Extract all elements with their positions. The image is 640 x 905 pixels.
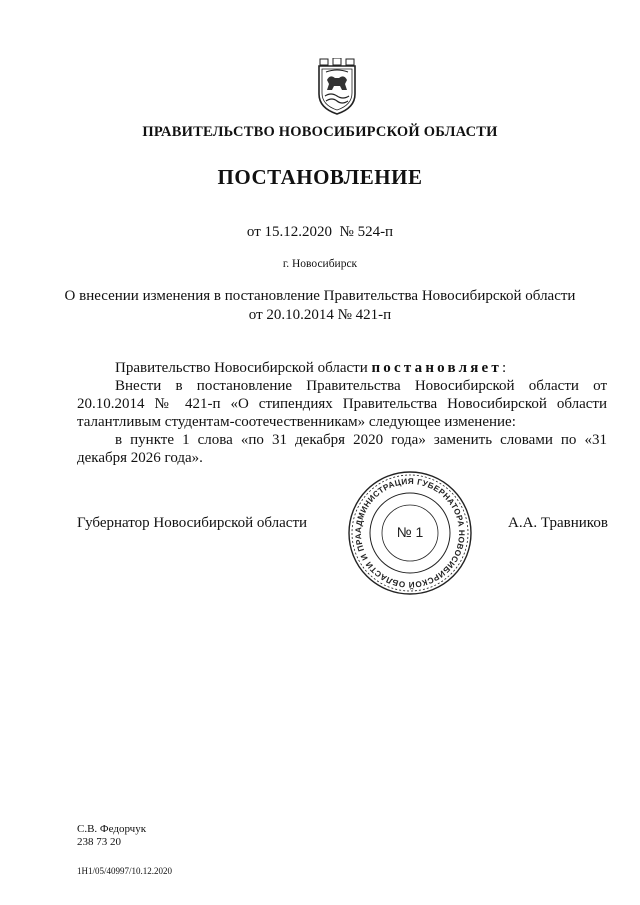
signatory-title: Губернатор Новосибирской области (77, 515, 308, 531)
signatory-name: А.А. Травников (508, 515, 608, 531)
city-line: г. Новосибирск (282, 258, 358, 270)
resolution-intro-end: : (501, 360, 507, 376)
seal-ring-text: АДМИНИСТРАЦИЯ ГУБЕРНАТОРА НОВОСИБИРСКОЙ ОБЛАСТИ И ПРА (353, 476, 467, 590)
document-number: 524-п (357, 224, 394, 240)
resolution-keyword: постановляет (371, 360, 502, 376)
resolution-intro-paragraph (77, 359, 607, 377)
registration-number: 1Н1/05/40997/10.12.2020 (77, 866, 173, 876)
amendment-paragraph: Внести в постановление Правительства Новосибирской области от 20.10.2014 № 421-п «О стипендиях Правительства Новосибирской области талантливым студентам-соотечественникам» следующее изменение: (77, 378, 607, 430)
subject-line-1: О внесении изменения в постановление Правительства Новосибирской области (64, 288, 576, 304)
executor-name: С.В. Федорчук (77, 823, 147, 835)
document-date: 15.12.2020 (264, 224, 332, 240)
coat-of-arms-emblem (316, 58, 358, 116)
executor-phone: 238 73 20 (77, 836, 121, 848)
change-paragraph: в пункте 1 слова «по 31 декабря 2020 года» заменить словами по «31 декабря 2026 года». (77, 432, 607, 466)
document-subject (0, 287, 640, 325)
organization-title: ПРАВИТЕЛЬСТВО НОВОСИБИРСКОЙ ОБЛАСТИ (142, 124, 498, 140)
number-prefix: № (339, 224, 354, 240)
date-prefix: от (246, 224, 261, 240)
resolution-intro-text: Правительство Новосибирской области (115, 360, 372, 376)
document-type-title: ПОСТАНОВЛЕНИЕ (217, 165, 423, 189)
seal-number: № 1 (396, 524, 424, 540)
official-seal (347, 470, 473, 596)
date-number-line (0, 224, 640, 241)
subject-line-2: от 20.10.2014 № 421-п (248, 307, 392, 323)
